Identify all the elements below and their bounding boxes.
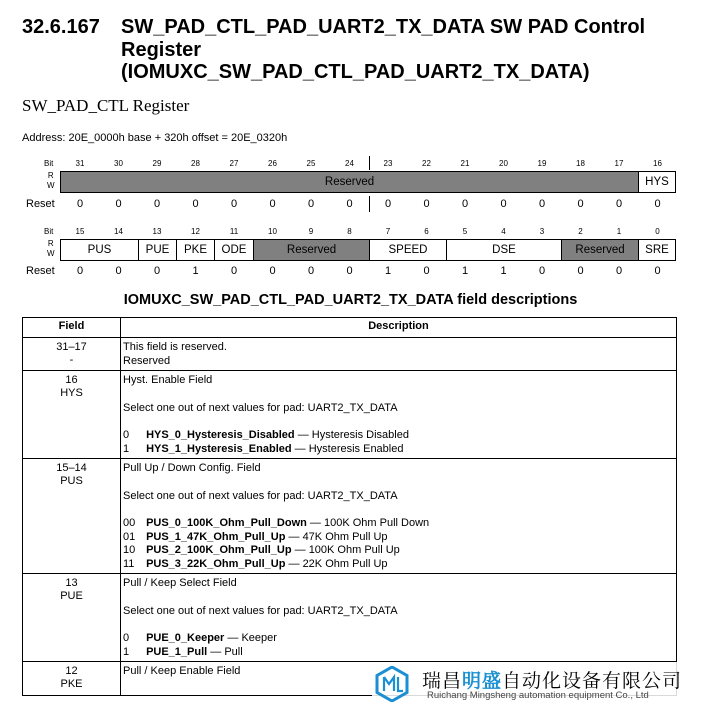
field-pke: PKE bbox=[177, 240, 215, 260]
reset-value: 0 bbox=[346, 198, 353, 210]
bit-number: 7 bbox=[385, 227, 391, 236]
field-cell: 12 PKE bbox=[23, 662, 121, 696]
description-cell: This field is reserved. Reserved bbox=[121, 338, 677, 371]
field-cell: 31–17 - bbox=[23, 338, 121, 371]
bit-number: 22 bbox=[422, 159, 431, 168]
upper-bit-numbers bbox=[0, 159, 701, 171]
header-field: Field bbox=[23, 318, 121, 338]
description-cell: Hyst. Enable Field Select one out of next values for pad: UART2_TX_DATA 0 HYS_0_Hysteresis_Disabled — Hysteresis Disabled 1 HYS_1_Hysteresis_Enabled — Hysteresis Enabled bbox=[121, 371, 677, 459]
field-reserved-upper: Reserved bbox=[61, 172, 639, 192]
lower-reset-values bbox=[0, 265, 701, 279]
bit-number: 11 bbox=[229, 227, 239, 236]
bit-number: 2 bbox=[578, 227, 583, 236]
bit-number: 16 bbox=[653, 159, 662, 168]
register-subheading: SW_PAD_CTL Register bbox=[22, 96, 190, 115]
bit-number: 9 bbox=[308, 227, 314, 236]
field-cell: 13 PUE bbox=[23, 574, 121, 662]
field-speed: SPEED bbox=[370, 240, 447, 260]
company-watermark bbox=[372, 662, 701, 707]
bit-number: 10 bbox=[268, 227, 277, 236]
bit-number: 31 bbox=[75, 159, 85, 168]
reset-value: 0 bbox=[654, 265, 661, 277]
reset-value: 0 bbox=[461, 198, 469, 210]
bit-number: 17 bbox=[614, 159, 624, 168]
bit-number: 29 bbox=[152, 159, 162, 168]
reset-value: 0 bbox=[230, 198, 238, 210]
bit-number: 19 bbox=[537, 159, 547, 168]
bit-number: 4 bbox=[501, 227, 506, 236]
reset-value: 1 bbox=[461, 265, 469, 277]
rw-label: R W bbox=[47, 239, 55, 258]
bit-number: 24 bbox=[345, 159, 354, 168]
bit-number: 28 bbox=[191, 159, 200, 168]
bit-number: 14 bbox=[114, 227, 123, 236]
bit-number: 0 bbox=[655, 227, 660, 236]
halfword-divider bbox=[369, 196, 370, 212]
value-row: 01 PUS_1_47K_Ohm_Pull_Up — 47K Ohm Pull Up bbox=[123, 530, 388, 543]
field-dse: DSE bbox=[447, 240, 562, 260]
header-description: Description bbox=[121, 318, 677, 338]
section-title bbox=[121, 16, 691, 84]
bit-number: 13 bbox=[152, 227, 162, 236]
register-lower-fields bbox=[60, 239, 676, 261]
reset-label: Reset bbox=[26, 265, 55, 277]
reset-value: 0 bbox=[384, 198, 392, 210]
reset-value: 0 bbox=[577, 265, 584, 277]
bit-number: 6 bbox=[424, 227, 429, 236]
section-title-line2: Register bbox=[121, 38, 202, 61]
reset-value: 0 bbox=[192, 198, 199, 210]
reset-value: 0 bbox=[654, 198, 661, 210]
value-row: 10 PUS_2_100K_Ohm_Pull_Up — 100K Ohm Pull Up bbox=[123, 544, 400, 556]
bit-number: 5 bbox=[462, 227, 468, 236]
value-row: 1 PUE_1_Pull — Pull bbox=[123, 645, 243, 658]
field-sre: SRE bbox=[645, 244, 669, 256]
value-row: 1 HYS_1_Hysteresis_Enabled — Hysteresis Enabled bbox=[123, 442, 404, 455]
bit-number: 27 bbox=[229, 159, 239, 168]
reset-value: 1 bbox=[192, 265, 199, 277]
company-name-en: Ruichang Mingsheng automation equipment Co., Ltd bbox=[427, 690, 649, 701]
reset-value: 0 bbox=[115, 198, 122, 210]
bit-number: 30 bbox=[114, 159, 123, 168]
section-title-line1: SW_PAD_CTL_PAD_UART2_TX_DATA SW PAD Control bbox=[121, 16, 646, 38]
reset-value: 0 bbox=[423, 265, 430, 277]
field-cell: 16 HYS bbox=[23, 371, 121, 459]
reset-value: 0 bbox=[269, 198, 276, 210]
field-reserved-2: Reserved bbox=[562, 240, 639, 260]
bit-number: 21 bbox=[460, 159, 470, 168]
bit-number: 26 bbox=[268, 159, 277, 168]
reset-value: 0 bbox=[269, 265, 276, 277]
reset-value: 0 bbox=[153, 265, 161, 277]
table-header-row bbox=[23, 318, 677, 338]
field-reserved-1: Reserved bbox=[254, 240, 370, 260]
value-row: 00 PUS_0_100K_Ohm_Pull_Down — 100K Ohm Pull Down bbox=[123, 517, 430, 529]
reset-value: 0 bbox=[538, 198, 546, 210]
reset-value: 0 bbox=[615, 198, 623, 210]
value-row: 11 PUS_3_22K_Ohm_Pull_Up — 22K Ohm Pull Up bbox=[123, 557, 388, 570]
reset-value: 0 bbox=[76, 265, 84, 277]
bit-number: 1 bbox=[616, 227, 622, 236]
section-title-line3: (IOMUXC_SW_PAD_CTL_PAD_UART2_TX_DATA) bbox=[121, 61, 590, 83]
field-cell: 15–14 PUS bbox=[23, 459, 121, 574]
reset-value: 0 bbox=[346, 265, 353, 277]
field-pus: PUS bbox=[61, 240, 139, 260]
reset-value: 0 bbox=[230, 265, 238, 277]
value-row: 0 HYS_0_Hysteresis_Disabled — Hysteresis Disabled bbox=[123, 429, 409, 441]
lower-bit-numbers bbox=[0, 227, 701, 239]
reset-value: 0 bbox=[577, 198, 584, 210]
halfword-divider bbox=[369, 156, 370, 170]
register-upper-fields bbox=[60, 171, 676, 193]
description-cell: Pull Up / Down Config. Field Select one out of next values for pad: UART2_TX_DATA 00 PUS_0_100K_Ohm_Pull_Down — 100K Ohm Pull Down 01 PUS_1_47K_Ohm_Pull_Up — 47K Ohm Pull Up 10 PUS_2_100K_Ohm_Pull_Up — 100K Ohm Pull Up 11 PUS_3_22K_Ohm_Pull_Up — 22K Ohm Pull Up bbox=[121, 459, 677, 574]
reset-value: 0 bbox=[153, 198, 161, 210]
description-cell: Pull / Keep Select Field Select one out of next values for pad: UART2_TX_DATA 0 PUE_0_Keeper — Keeper 1 PUE_1_Pull — Pull bbox=[121, 574, 677, 662]
field-ode: ODE bbox=[215, 240, 254, 260]
bit-label: Bit bbox=[44, 159, 54, 168]
reset-value: 1 bbox=[384, 265, 392, 277]
reset-value: 0 bbox=[307, 198, 315, 210]
company-logo-icon bbox=[374, 666, 410, 702]
table-caption: IOMUXC_SW_PAD_CTL_PAD_UART2_TX_DATA field descriptions bbox=[123, 292, 578, 308]
field-descriptions-table bbox=[22, 317, 677, 696]
table-row bbox=[23, 459, 677, 574]
table-row bbox=[23, 338, 677, 371]
bit-number: 3 bbox=[539, 227, 545, 236]
register-address: Address: 20E_0000h base + 320h offset = 20E_0320h bbox=[22, 132, 288, 144]
bit-number: 8 bbox=[347, 227, 352, 236]
reset-value: 0 bbox=[500, 198, 507, 210]
reset-value: 0 bbox=[423, 198, 430, 210]
reset-value: 0 bbox=[76, 198, 84, 210]
bit-number: 23 bbox=[383, 159, 393, 168]
bit-number: 15 bbox=[75, 227, 85, 236]
bit-number: 25 bbox=[306, 159, 316, 168]
reset-value: 0 bbox=[115, 265, 122, 277]
reset-label: Reset bbox=[26, 198, 55, 210]
reset-value: 0 bbox=[615, 265, 623, 277]
company-name-cn: 瑞昌明盛自动化设备有限公司 bbox=[422, 670, 683, 692]
reset-value: 1 bbox=[500, 265, 507, 277]
rw-label: R W bbox=[47, 171, 55, 190]
field-pue: PUE bbox=[139, 240, 177, 260]
bit-label: Bit bbox=[44, 227, 54, 236]
section-number: 32.6.167 bbox=[22, 16, 100, 38]
reset-value: 0 bbox=[538, 265, 546, 277]
table-row bbox=[23, 574, 677, 662]
field-hys: HYS bbox=[645, 176, 669, 188]
description-cell: Pull / Keep Enable Field bbox=[121, 662, 677, 696]
bit-number: 18 bbox=[576, 159, 585, 168]
bit-number: 12 bbox=[191, 227, 200, 236]
table-row bbox=[23, 371, 677, 459]
upper-reset-values bbox=[0, 198, 701, 212]
reset-value: 0 bbox=[307, 265, 315, 277]
bit-number: 20 bbox=[499, 159, 508, 168]
value-row: 0 PUE_0_Keeper — Keeper bbox=[123, 632, 277, 644]
